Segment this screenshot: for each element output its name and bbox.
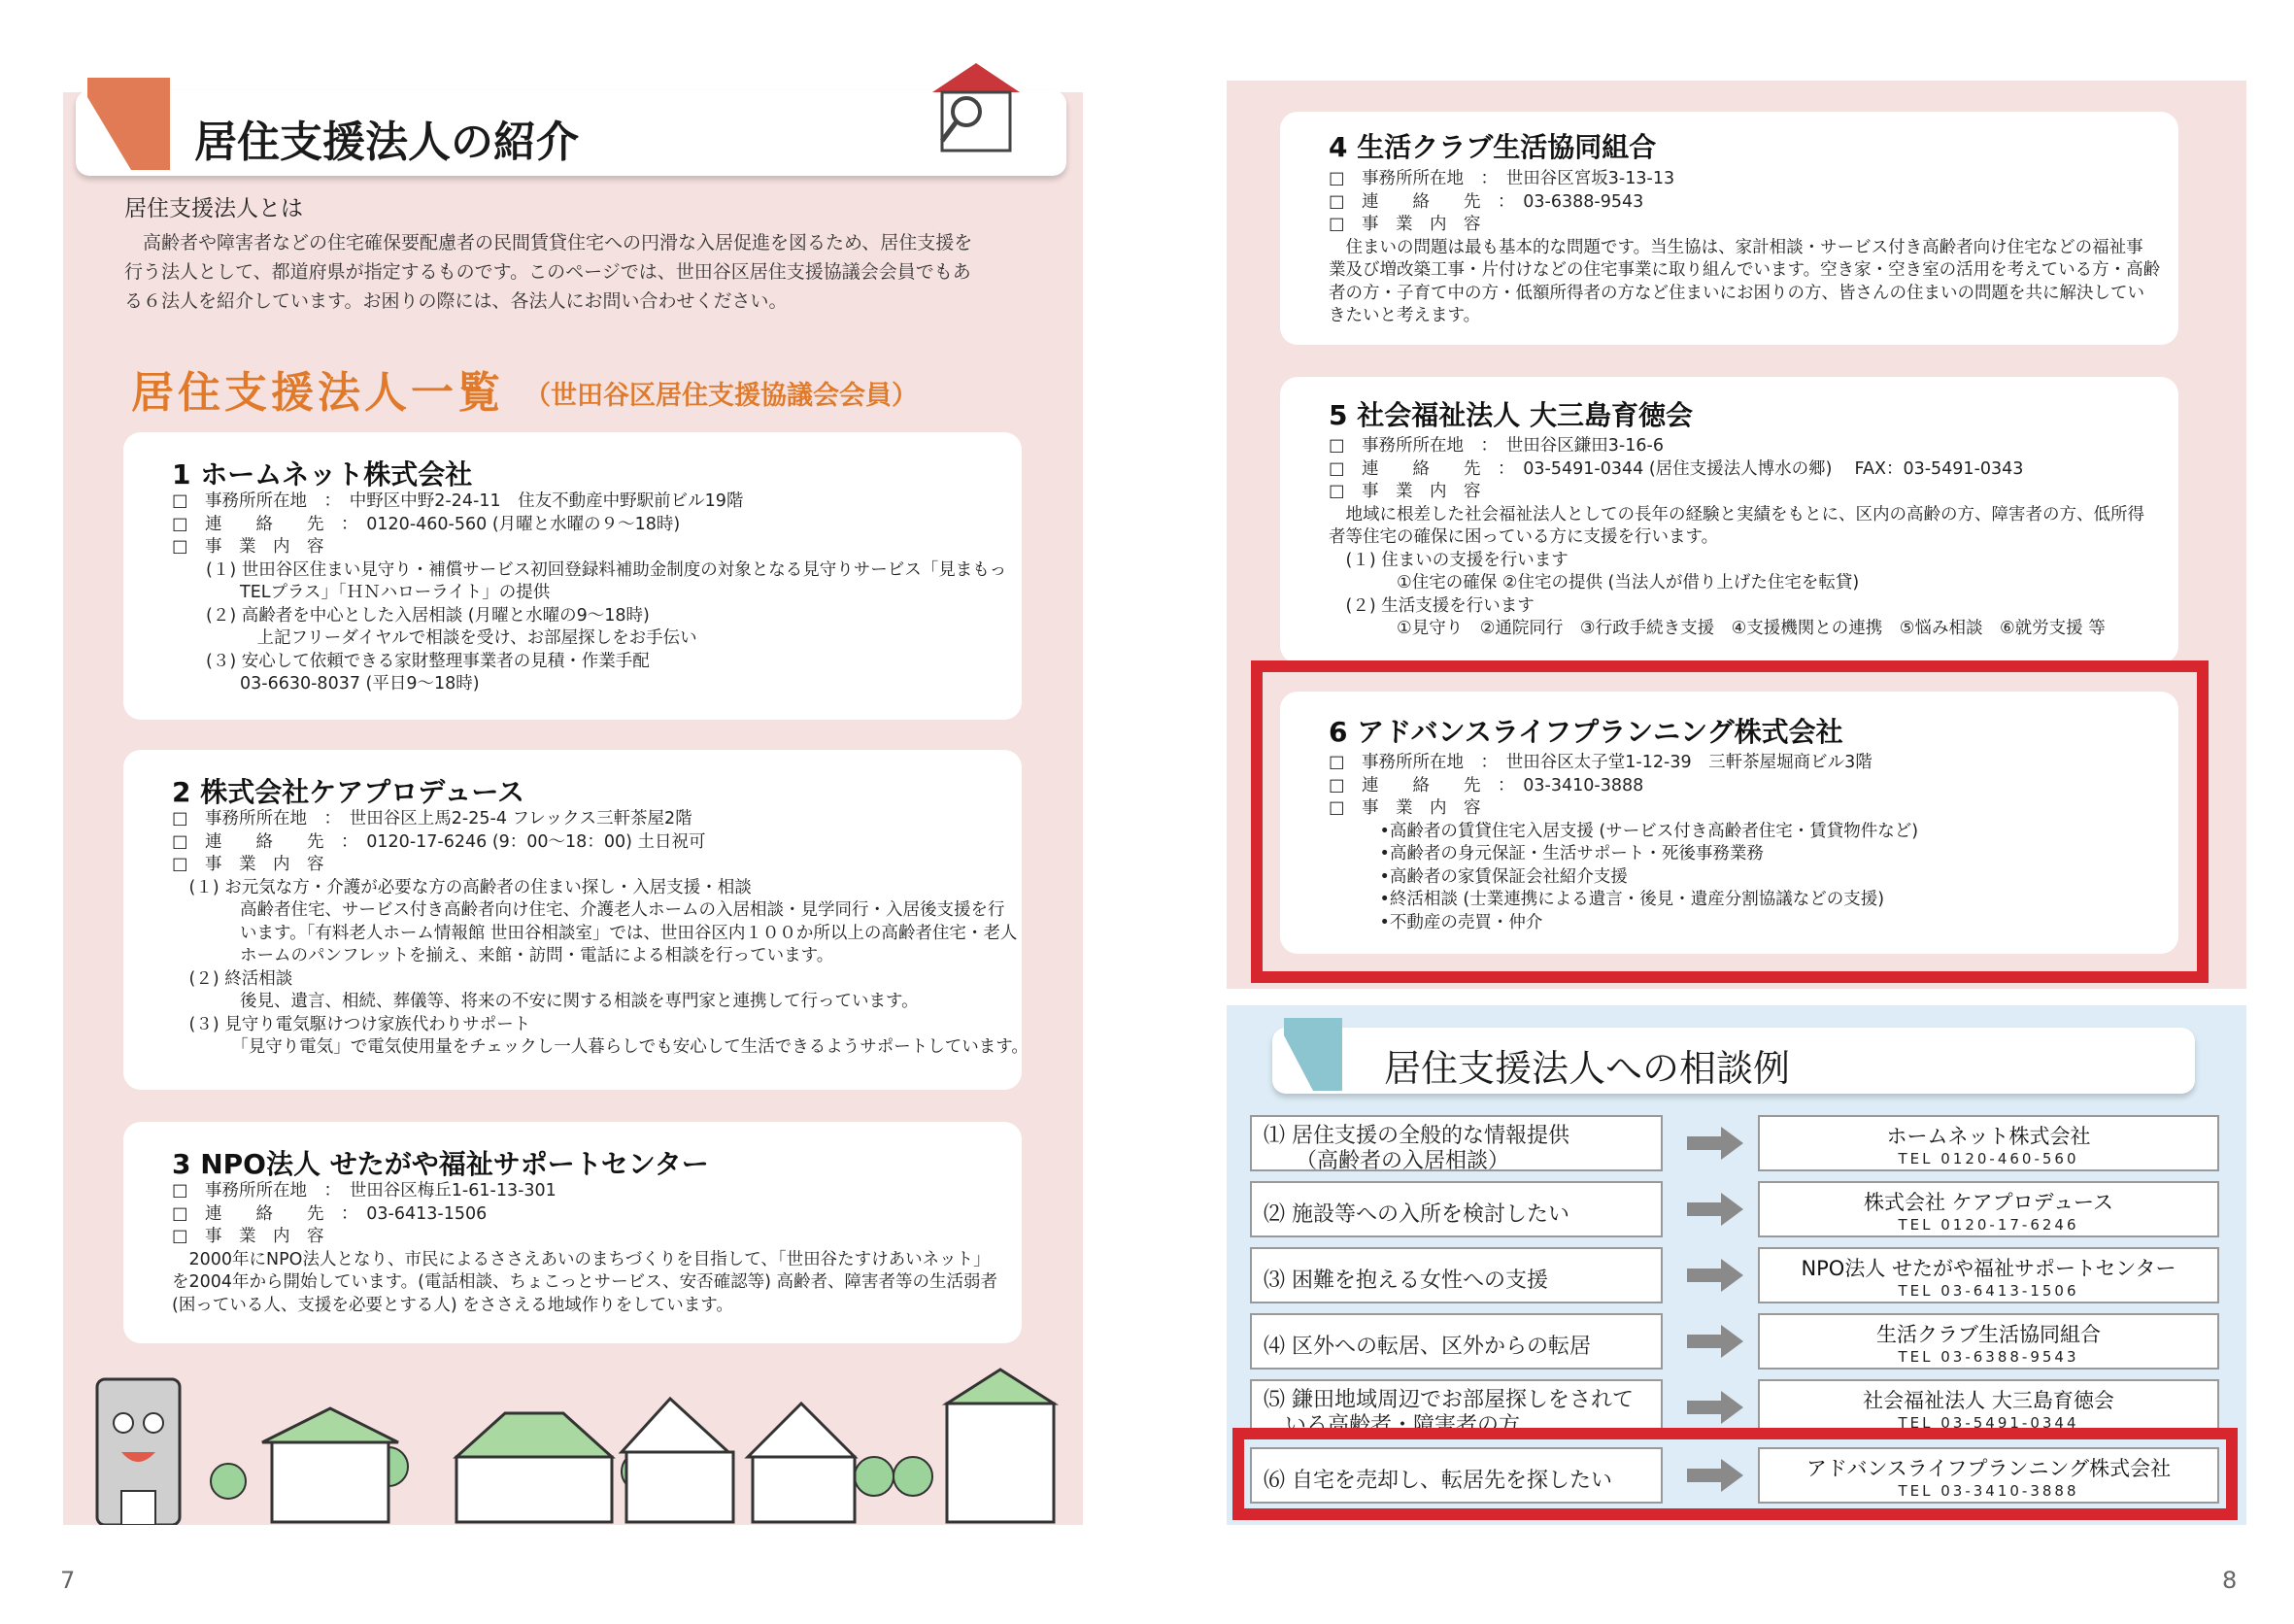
- detail-line: 「見守り電気」で電気使用量をチェックし一人暮らしでも安心して生活できるようサポートしています。: [172, 1037, 1029, 1057]
- detail-line: ホームのパンフレットを揃え、来館・訪問・電話による相談を行っています。: [172, 946, 834, 965]
- detail-line: □ 事 業 内 容: [172, 537, 324, 557]
- detail-line: きたいと考えます。: [1329, 306, 1481, 325]
- detail-line: (２) 生活支援を行います: [1329, 595, 1535, 616]
- org-tel: TEL 0120-17-6246: [1898, 1216, 2079, 1234]
- detail-line: 住まいの問題は最も基本的な問題です。当生協は、家計相談・サービス付き高齢者向け住宅などの福祉事: [1329, 237, 2143, 257]
- consult-question: [1250, 1247, 1663, 1303]
- page-title: 居住支援法人の紹介: [194, 118, 579, 167]
- org-title: 3 NPO法人 せたがや福祉サポートセンター: [172, 1148, 709, 1180]
- detail-line: ①住宅の確保 ②住宅の提供 (当法人が借り上げた住宅を転貸): [1329, 573, 1860, 592]
- org-name: 株式会社 ケアプロデュース: [1864, 1191, 2113, 1214]
- detail-line: □ 連 絡 先 ： 03-6388-9543: [1329, 191, 1644, 212]
- question-line: いる高齢者・障害者の方: [1264, 1413, 1521, 1436]
- org-title: 5 社会福祉法人 大三島育徳会: [1329, 399, 1693, 431]
- detail-line: □ 事 業 内 容: [1329, 798, 1481, 818]
- org-details: [1329, 435, 2144, 641]
- question-line: ⑹ 自宅を売却し、転居先を探したい: [1264, 1469, 1612, 1493]
- detail-line: を2004年から開始しています。(電話相談、ちょこっとサービス、安否確認等) 高齢者、障害者等の生活弱者: [172, 1272, 998, 1292]
- question-line: ⑷ 区外への転居、区外からの転居: [1264, 1335, 1591, 1359]
- org-name: 生活クラブ生活協同組合: [1876, 1323, 2101, 1346]
- detail-line: □ 事務所所在地 ： 世田谷区宮坂3-13-13: [1329, 169, 1675, 188]
- detail-line: います。「有料老人ホーム情報館 世田谷相談室」では、世田谷区内１００か所以上の高齢者住宅・老人: [172, 923, 1018, 943]
- page-number-left: 7: [60, 1567, 76, 1594]
- detail-line: □ 事 業 内 容: [1329, 482, 1481, 501]
- detail-line: □ 事務所所在地 ： 世田谷区梅丘1-61-13-301: [172, 1181, 557, 1201]
- arrow-right-icon: [1687, 1127, 1745, 1160]
- arrow-right-icon: [1687, 1391, 1745, 1424]
- consult-org: [1758, 1181, 2219, 1237]
- detail-line: 者の方・子育て中の方・低額所得者の方など住まいにお困りの方、皆さんの住まいの問題を共に解決してい: [1329, 283, 2144, 303]
- consult-question: [1250, 1313, 1663, 1370]
- intro-heading: 居住支援法人とは: [124, 196, 303, 221]
- detail-line: •高齢者の家賃保証会社紹介支援: [1329, 866, 1628, 887]
- detail-line: TELプラス」「ＨＮハローライト」の提供: [172, 583, 551, 602]
- detail-line: 地域に根差した社会福祉法人としての長年の経験と実績をもとに、区内の高齢の方、障害者の方、低所得: [1329, 504, 2144, 524]
- org-card-6: [1280, 692, 2178, 954]
- consult-org: [1758, 1313, 2219, 1370]
- detail-line: □ 事務所所在地 ： 世田谷区上馬2-25-4 フレックス三軒茶屋2階: [172, 809, 692, 829]
- detail-line: □ 連 絡 先 ： 0120-17-6246 (9：00～18：00) 土日祝可: [172, 831, 706, 852]
- detail-line: •高齢者の賃貸住宅入居支援 (サービス付き高齢者住宅・賃貸物件など): [1329, 821, 1919, 841]
- question-line: ⑵ 施設等への入所を検討したい: [1264, 1202, 1569, 1227]
- list-subtitle: （世田谷区居住支援協議会会員）: [524, 381, 918, 411]
- org-tel: TEL 0120-460-560: [1898, 1150, 2079, 1167]
- list-title: 居住支援法人一覧: [131, 368, 504, 418]
- consult-title: 居住支援法人への相談例: [1384, 1047, 1791, 1090]
- org-name: 社会福祉法人 大三島育徳会: [1863, 1389, 2114, 1412]
- org-details: [1329, 168, 2160, 328]
- detail-line: (３) 見守り電気駆けつけ家族代わりサポート: [172, 1014, 531, 1034]
- arrow-right-icon: [1687, 1259, 1745, 1292]
- org-title: 2 株式会社ケアプロデュース: [172, 776, 524, 808]
- org-card-2: [123, 750, 1029, 1090]
- consult-org: [1758, 1115, 2219, 1171]
- consult-org: [1758, 1247, 2219, 1303]
- detail-line: □ 連 絡 先 ： 0120-460-560 (月曜と水曜の９～18時): [172, 514, 681, 534]
- detail-line: 上記フリーダイヤルで相談を受け、お部屋探しをお手伝い: [172, 628, 697, 648]
- detail-line: (２) 高齢者を中心とした入居相談 (月曜と水曜の9～18時): [172, 605, 650, 626]
- consult-question: [1250, 1115, 1663, 1171]
- detail-line: 03-6630-8037 (平日9～18時): [172, 674, 480, 694]
- org-tel: TEL 03-3410-3888: [1898, 1482, 2079, 1500]
- detail-line: 後見、遺言、相続、葬儀等、将来の不安に関する相談を専門家と連携して行っています。: [172, 992, 919, 1011]
- org-title: 4 生活クラブ生活協同組合: [1329, 131, 1657, 163]
- org-card-1: [123, 432, 1022, 720]
- org-card-4: [1280, 112, 2178, 345]
- detail-line: •終活相談 (士業連携による遺言・後見・遺産分割協議などの支援): [1329, 890, 1885, 909]
- org-title: 6 アドバンスライフプランニング株式会社: [1329, 716, 1843, 748]
- detail-line: □ 事 業 内 容: [172, 1227, 324, 1246]
- org-tel: TEL 03-6388-9543: [1898, 1348, 2079, 1366]
- consult-org: [1758, 1447, 2219, 1504]
- question-line: ⑶ 困難を抱える女性への支援: [1264, 1269, 1548, 1293]
- detail-line: •不動産の売買・仲介: [1329, 912, 1543, 932]
- detail-line: (１) 住まいの支援を行います: [1329, 550, 1569, 570]
- arrow-right-icon: [1687, 1193, 1745, 1226]
- town-illustration: [68, 1365, 1078, 1525]
- detail-line: 高齢者住宅、サービス付き高齢者向け住宅、介護老人ホームの入居相談・見学同行・入居後支援を行: [172, 900, 1005, 920]
- org-card-5: [1280, 377, 2178, 663]
- detail-line: □ 事務所所在地 ： 中野区中野2-24-11 住友不動産中野駅前ビル19階: [172, 491, 744, 511]
- org-name: ホームネット株式会社: [1886, 1125, 2091, 1148]
- org-details: [172, 1180, 997, 1317]
- org-tel: TEL 03-6413-1506: [1898, 1282, 2079, 1300]
- detail-line: □ 連 絡 先 ： 03-6413-1506: [172, 1203, 488, 1224]
- detail-line: □ 連 絡 先 ： 03-5491-0344 (居住支援法人博水の郷) FAX：03-5491-0343: [1329, 458, 2024, 479]
- org-details: [172, 808, 1029, 1060]
- detail-line: 者等住宅の確保に困っている方に支援を行います。: [1329, 527, 1719, 547]
- title-tab-icon: [78, 78, 185, 175]
- intro-text: [124, 228, 1057, 316]
- detail-line: (３) 安心して依頼できる家財整理事業者の見積・作業手配: [172, 651, 650, 671]
- consult-tab-icon: [1274, 1018, 1362, 1096]
- intro-line: る６法人を紹介しています。お困りの際には、各法人にお問い合わせください。: [124, 290, 788, 312]
- consult-question: [1250, 1181, 1663, 1237]
- detail-line: (困っている人、支援を必要とする人) をささえる地域作りをしています。: [172, 1295, 733, 1315]
- detail-line: □ 事務所所在地 ： 世田谷区鎌田3-16-6: [1329, 436, 1664, 456]
- arrow-right-icon: [1687, 1459, 1745, 1492]
- arrow-right-icon: [1687, 1325, 1745, 1358]
- question-line: ⑸ 鎌田地域周辺でお部屋探しをされて: [1264, 1388, 1634, 1412]
- consult-question: [1250, 1447, 1663, 1504]
- detail-line: 2000年にNPO法人となり、市民によるささえあいのまちづくりを目指して、「世田谷たすけあいネット」: [172, 1249, 991, 1269]
- question-line: ⑴ 居住支援の全般的な情報提供: [1264, 1124, 1569, 1148]
- org-title: 1 ホームネット株式会社: [172, 458, 473, 491]
- detail-line: (１) お元気な方・介護が必要な方の高齢者の住まい探し・入居支援・相談: [172, 877, 752, 897]
- intro-line: 行う法人として、都道府県が指定するものです。このページでは、世田谷区居住支援協議会会員でもあ: [124, 261, 971, 283]
- org-name: アドバンスライフプランニング株式会社: [1805, 1457, 2172, 1480]
- intro-line: 高齢者や障害者などの住宅確保要配慮者の民間賃貸住宅への円滑な入居促進を図るため、居住支援を: [124, 232, 973, 254]
- detail-line: □ 連 絡 先 ： 03-3410-3888: [1329, 775, 1644, 795]
- org-details: [1329, 752, 1918, 934]
- detail-line: ①見守り ②通院同行 ③行政手続き支援 ④支援機関との連携 ⑤悩み相談 ⑥就労支援 等: [1329, 619, 2106, 638]
- detail-line: □ 事務所所在地 ： 世田谷区太子堂1-12-39 三軒茶屋堀商ビル3階: [1329, 753, 1872, 772]
- page-number-right: 8: [2222, 1567, 2238, 1594]
- detail-line: •高齢者の身元保証・生活サポート・死後事務業務: [1329, 844, 1764, 863]
- detail-line: (１) 世田谷区住まい見守り・補償サービス初回登録料補助金制度の対象となる見守りサービス「見まもっ: [172, 559, 1007, 580]
- detail-line: (２) 終活相談: [172, 968, 293, 989]
- org-card-3: [123, 1122, 1022, 1343]
- house-mascot-icon: [923, 58, 1029, 155]
- detail-line: □ 事 業 内 容: [1329, 215, 1481, 234]
- detail-line: □ 事 業 内 容: [172, 855, 324, 874]
- detail-line: 業及び増改築工事・片付けなどの住宅事業に取り組んでいます。空き家・空き室の活用を考えている方・高齢: [1329, 260, 2161, 280]
- org-tel: TEL 03-5491-0344: [1898, 1414, 2079, 1432]
- org-details: [172, 491, 1006, 696]
- org-name: NPO法人 せたがや福祉サポートセンター: [1801, 1257, 2176, 1280]
- question-line: （高齢者の入居相談）: [1264, 1149, 1510, 1173]
